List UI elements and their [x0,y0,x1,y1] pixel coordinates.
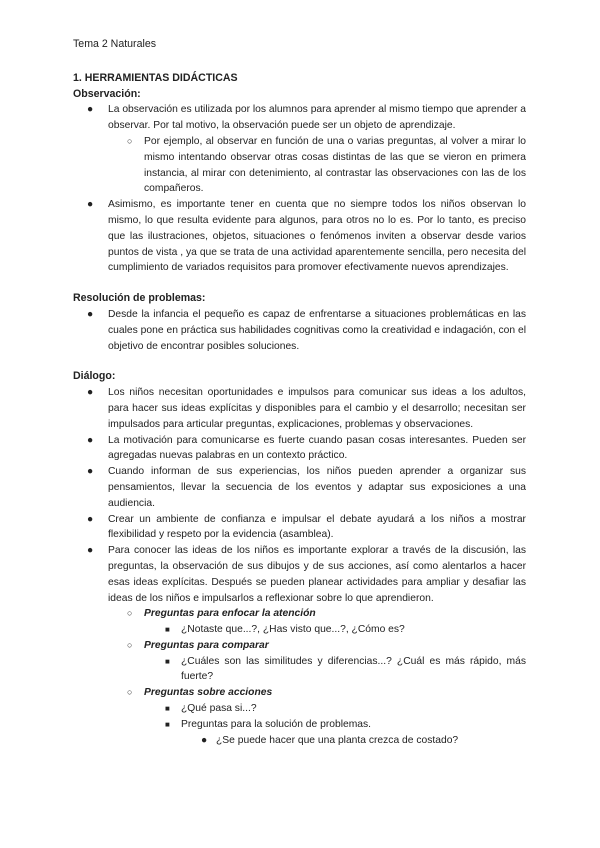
circle-bullet-icon: ○ [127,687,133,698]
list-item: ○ Preguntas para enfocar la atención [73,606,526,622]
list-item: ○ Por ejemplo, al observar en función de una o varias preguntas, al volver a mirar lo mismo intentando observar otras cosas distintas de las que se vieron en primera instancia, al mirar con detenimiento, al contrastar las observaciones con las de los compañeros. [127,135,526,195]
bullet-icon: ● [87,104,94,116]
list-item: ● Para conocer las ideas de los niños es importante explorar a través de la discusión, las preguntas, la observación de sus dibujos y de sus acciones, así como alentarlos a hacer esas ideas explícitas. Después se pueden planear actividades para ampliar y desafiar las ideas de los niños e impulsarlos a reflexionar sobre lo que aprendieron. [87,545,526,604]
page-header: Tema 2 Naturales [73,38,157,50]
bullet-icon: ● [87,387,94,399]
square-bullet-icon: ■ [165,704,170,714]
square-bullet-icon: ■ [165,656,170,666]
list-item: ■ ¿Qué pasa si...? [73,701,526,717]
dialogo-list [73,385,526,748]
observacion-list [73,102,526,276]
problemas-list [73,307,526,354]
list-item: ■ ¿Cuáles son las similitudes y diferencias...? ¿Cuál es más rápido, más fuerte? [165,655,526,683]
observacion-heading: Observación: [73,87,141,100]
bullet-icon: ● [87,434,94,446]
bullet-icon: ● [87,466,94,478]
square-bullet-icon: ■ [165,625,170,635]
list-item: ● ¿Se puede hacer que una planta crezca de costado? [73,733,526,749]
square-bullet-icon: ■ [165,719,170,729]
bullet-icon: ● [87,199,94,211]
circle-bullet-icon: ○ [127,608,133,619]
list-item: ● La motivación para comunicarse es fuerte cuando pasan cosas interesantes. Pueden ser agregadas nuevas palabras en un contexto práctico. [87,434,526,462]
problemas-heading: Resolución de problemas: [73,292,206,305]
section-title: 1. HERRAMIENTAS DIDÁCTICAS [73,71,238,84]
dialogo-heading: Diálogo: [73,370,116,383]
list-item: ● Crear un ambiente de confianza e impulsar el debate ayudará a los niños a mostrar flexibilidad y respeto por la evidencia (asamblea). [87,513,526,541]
list-item: ● Los niños necesitan oportunidades e impulsos para comunicar sus ideas a los adultos, para hacer sus ideas explícitas y disponibles para el cambio y el desarrollo; necesitan ser impulsados para articular preguntas, explicaciones, problemas y observaciones. [87,387,526,430]
bullet-icon: ● [87,545,94,557]
list-item: ■ ¿Notaste que...?, ¿Has visto que...?, ¿Cómo es? [73,622,526,638]
list-item: ○ Preguntas para comparar [73,638,526,654]
list-item: ○ Preguntas sobre acciones [73,685,526,701]
bullet-icon: ● [201,734,208,746]
circle-bullet-icon: ○ [127,639,133,650]
bullet-icon: ● [87,513,94,525]
circle-bullet-icon: ○ [127,135,133,146]
list-item: ● Cuando informan de sus experiencias, los niños pueden aprender a organizar sus pensamientos, llevar la secuencia de los eventos y adaptar sus exposiciones a una audiencia. [87,466,526,509]
bullet-icon: ● [87,308,94,320]
list-item: ● Asimismo, es importante tener en cuenta que no siempre todos los niños observan lo mismo, lo que resulta evidente para algunos, para otros no lo es. Por lo tanto, es preciso que las ilustraciones, objetos, situaciones o fenómenos inviten a observar desde varios puntos de vista , ya que se trata de una actividad aparentemente sencilla, pero necesita del cumplimiento de variados requisitos para promover efectivamente nuevos aprendizajes. [87,199,526,274]
list-item: ● La observación es utilizada por los alumnos para aprender al mismo tiempo que aprender a observar. Por tal motivo, la observación puede ser un objeto de aprendizaje. [87,104,526,132]
list-item: ● Desde la infancia el pequeño es capaz de enfrentarse a situaciones problemáticas en las cuales pone en práctica sus habilidades cognitivas como la creatividad e indagación, con el objetivo de encontrar posibles soluciones. [87,308,526,352]
list-item: ■ Preguntas para la solución de problemas. [73,717,526,733]
